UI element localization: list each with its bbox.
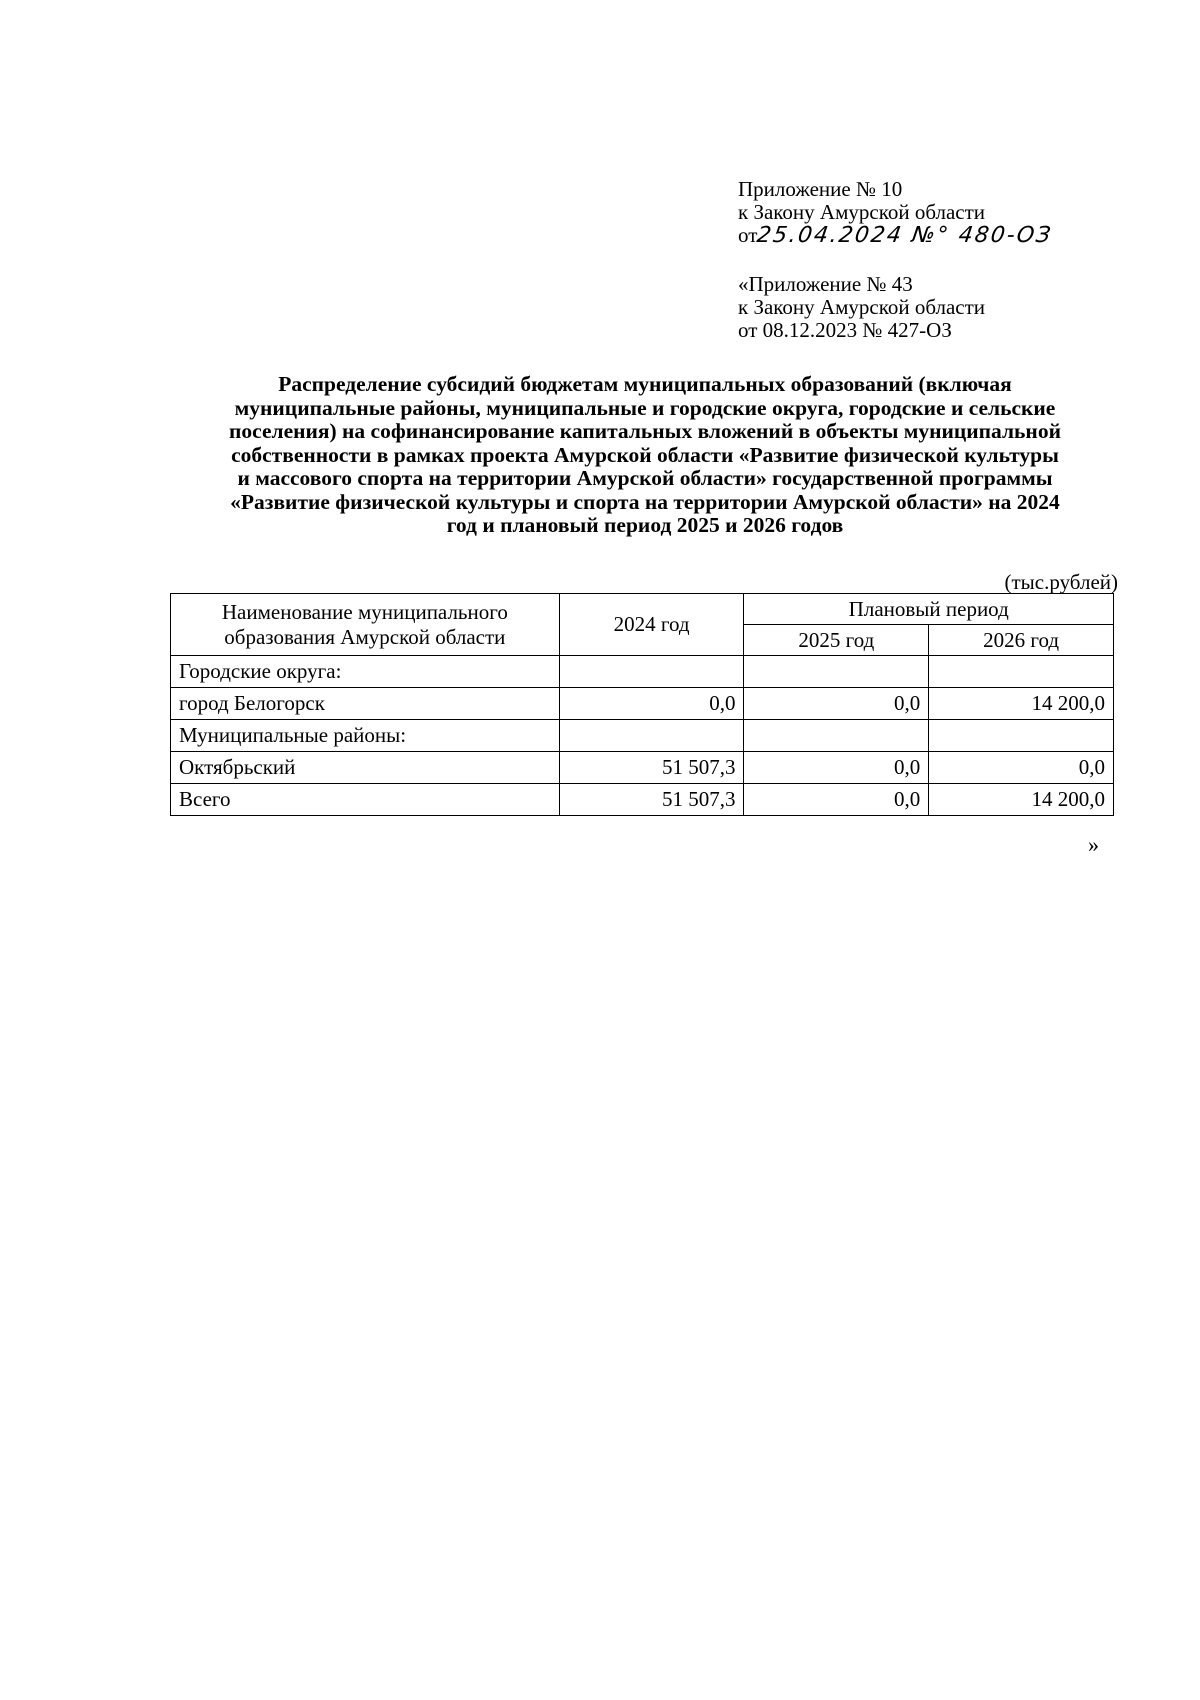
row-value-2025 bbox=[744, 720, 929, 752]
row-value-2025: 0,0 bbox=[744, 688, 929, 720]
table-row bbox=[171, 656, 1114, 688]
row-name: Городские округа: bbox=[171, 656, 560, 688]
title-line: собственности в рамках проекта Амурской области «Развитие физической культуры bbox=[231, 442, 1059, 467]
row-value-2024: 0,0 bbox=[559, 688, 744, 720]
row-value-2024: 51 507,3 bbox=[559, 784, 744, 816]
closing-quote: » bbox=[1088, 832, 1099, 857]
table-row bbox=[171, 752, 1114, 784]
title-line: поселения) на софинансирование капитальных вложений в объекты муниципальной bbox=[229, 419, 1061, 443]
header-name-line2: образования Амурской области bbox=[224, 624, 506, 649]
previous-attachment-law-ref: к Закону Амурской области bbox=[738, 295, 986, 319]
attachment-number: Приложение № 10 bbox=[738, 177, 903, 201]
row-name: город Белогорск bbox=[171, 688, 560, 720]
row-value-2025: 0,0 bbox=[744, 784, 929, 816]
attachment-date-line bbox=[738, 224, 1053, 247]
previous-attachment-date: от 08.12.2023 № 427-ОЗ bbox=[738, 318, 952, 342]
row-value-2026: 14 200,0 bbox=[929, 784, 1114, 816]
title-line: Распределение субсидий бюджетам муниципальных образований (включая bbox=[278, 372, 1012, 396]
attachment-block bbox=[738, 178, 1053, 247]
document-title bbox=[172, 373, 1118, 538]
row-name: Всего bbox=[171, 784, 560, 816]
row-name: Октябрьский bbox=[171, 752, 560, 784]
row-name: Муниципальные районы: bbox=[171, 720, 560, 752]
header-name bbox=[171, 594, 560, 656]
title-line: «Развитие физической культуры и спорта на территории Амурской области» на 2024 bbox=[230, 489, 1060, 514]
header-2025: 2025 год bbox=[744, 625, 929, 656]
row-value-2024 bbox=[559, 720, 744, 752]
previous-attachment-number: «Приложение № 43 bbox=[738, 272, 913, 296]
header-2026: 2026 год bbox=[929, 625, 1114, 656]
handwritten-date-number: 25.04.2024 №° 480-ОЗ bbox=[755, 223, 1055, 248]
table-row bbox=[171, 688, 1114, 720]
title-line: год и плановый период 2025 и 2026 годов bbox=[446, 513, 844, 537]
row-value-2024 bbox=[559, 656, 744, 688]
row-value-2026 bbox=[929, 656, 1114, 688]
header-planned-period: Плановый период bbox=[744, 594, 1114, 625]
attachment-law-ref: к Закону Амурской области bbox=[738, 200, 986, 224]
attachment-date-prefix: от bbox=[738, 223, 758, 247]
table-total-row bbox=[171, 784, 1114, 816]
row-value-2026: 0,0 bbox=[929, 752, 1114, 784]
previous-attachment-block bbox=[738, 273, 985, 342]
header-name-line1: Наименование муниципального bbox=[221, 599, 508, 624]
title-line: и массового спорта на территории Амурской области» государственной программы bbox=[237, 466, 1053, 490]
header-2024: 2024 год bbox=[559, 594, 744, 656]
row-value-2025: 0,0 bbox=[744, 752, 929, 784]
row-value-2025 bbox=[744, 656, 929, 688]
units-label: (тыс.рублей) bbox=[1004, 570, 1118, 594]
row-value-2026 bbox=[929, 720, 1114, 752]
title-line: муниципальные районы, муниципальные и городские округа, городские и сельские bbox=[234, 395, 1056, 420]
table-header-row bbox=[171, 594, 1114, 625]
subsidy-table bbox=[170, 593, 1114, 816]
row-value-2026: 14 200,0 bbox=[929, 688, 1114, 720]
row-value-2024: 51 507,3 bbox=[559, 752, 744, 784]
table-row bbox=[171, 720, 1114, 752]
